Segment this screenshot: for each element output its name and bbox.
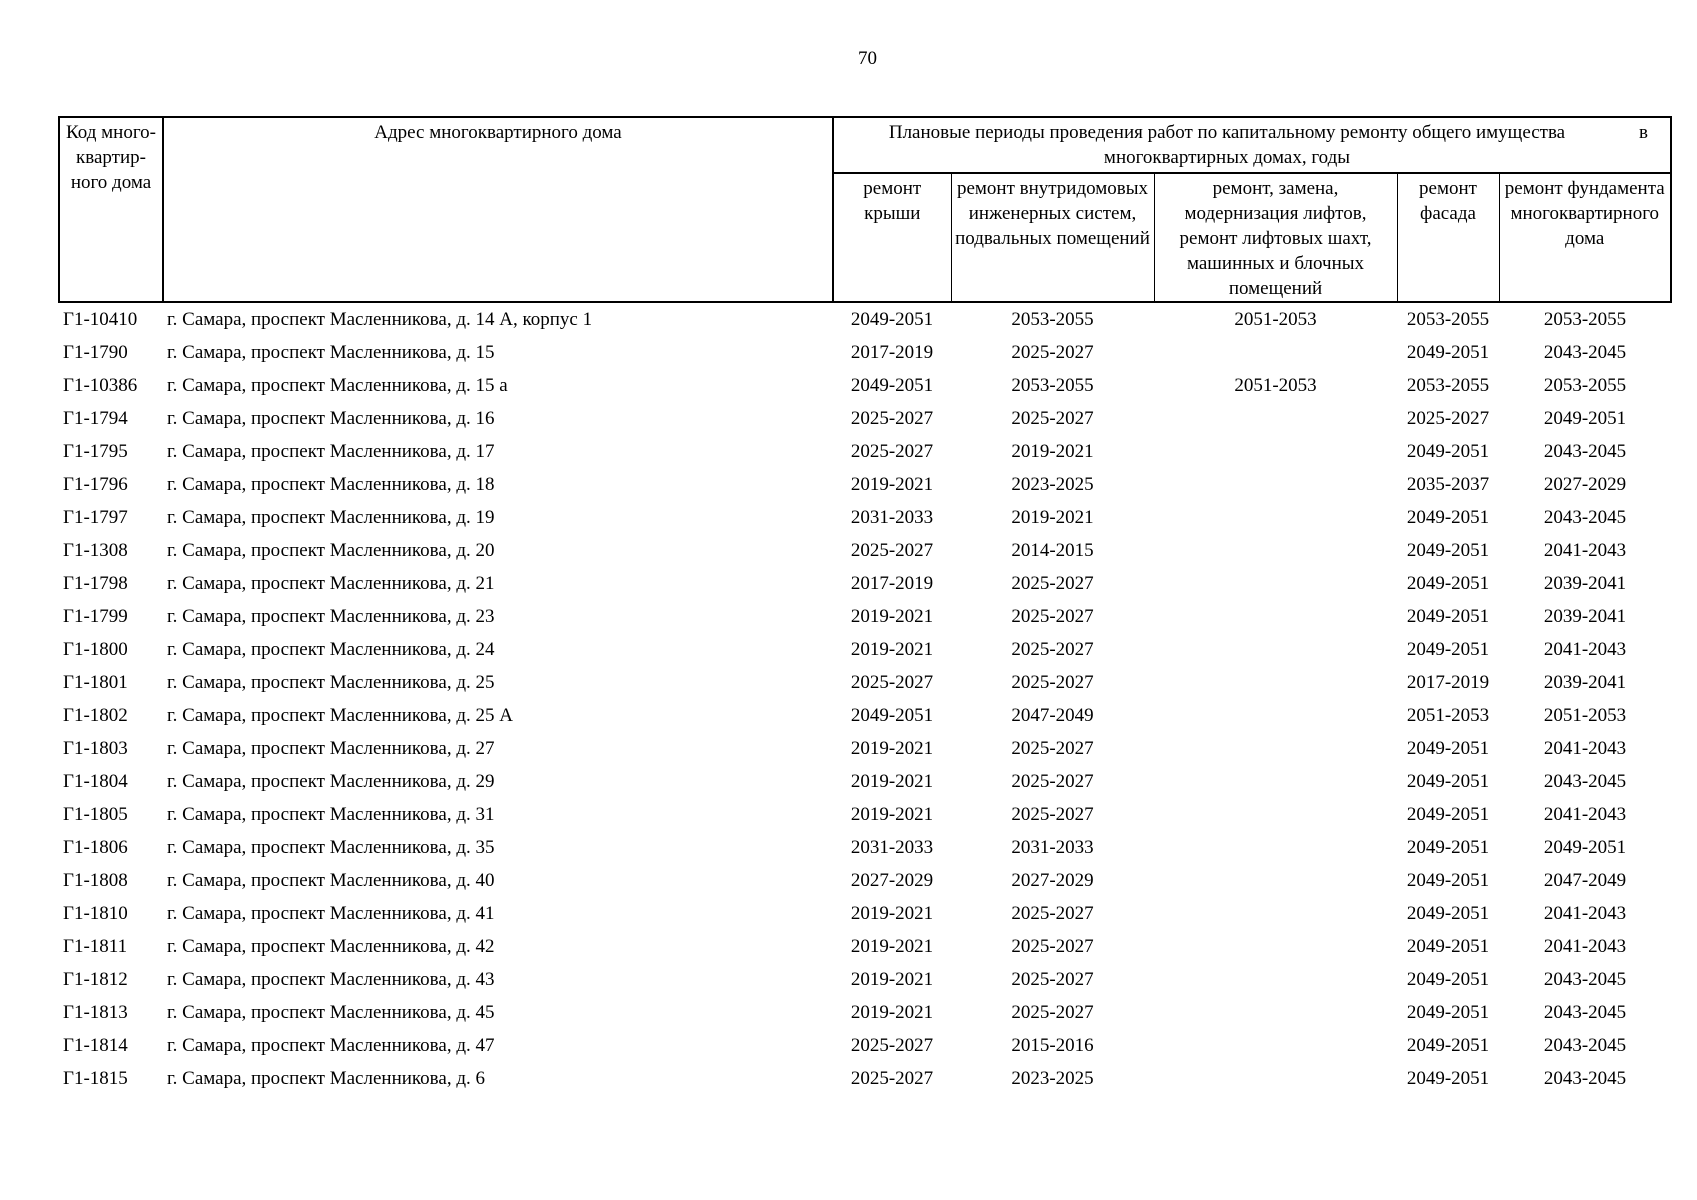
cell-foundation: 2049-2051 [1543,408,1627,429]
cell-roof: 2019-2021 [850,606,934,627]
cell-foundation: 2043-2045 [1543,1002,1627,1023]
cell-roof: 2049-2051 [850,309,934,330]
table-row [59,666,1671,699]
table-row [59,732,1671,765]
cell-address: г. Самара, проспект Масленникова, д. 45 [167,1002,495,1023]
cell-code: Г1-1798 [63,573,128,594]
cell-code: Г1-1812 [63,969,128,990]
cell-lift [1154,831,1397,864]
cell-lift [1154,930,1397,963]
cell-engineering: 2047-2049 [1011,705,1094,726]
cell-address: г. Самара, проспект Масленникова, д. 17 [167,441,495,462]
cell-address: г. Самара, проспект Масленникова, д. 6 [167,1068,485,1089]
cell-address: г. Самара, проспект Масленникова, д. 14 А, корпус 1 [167,309,593,330]
cell-code: Г1-1815 [63,1068,128,1089]
cell-address: г. Самара, проспект Масленникова, д. 16 [167,408,495,429]
cell-engineering: 2023-2025 [1011,474,1094,495]
header-engineering: ремонт внутридомовых инженерных систем, подвальных помещений [951,173,1154,302]
cell-facade: 2049-2051 [1406,606,1490,627]
cell-code: Г1-1802 [63,705,128,726]
table-row [59,864,1671,897]
cell-lift [1154,798,1397,831]
cell-lift [1154,864,1397,897]
cell-lift [1154,468,1397,501]
header-facade: ремонт фасада [1397,173,1499,302]
cell-foundation: 2027-2029 [1543,474,1627,495]
cell-lift [1154,699,1397,732]
cell-address: г. Самара, проспект Масленникова, д. 27 [167,738,495,759]
cell-foundation: 2039-2041 [1543,606,1627,627]
cell-code: Г1-1804 [63,771,128,792]
cell-facade: 2053-2055 [1406,309,1490,330]
cell-roof: 2019-2021 [850,639,934,660]
table-row [59,402,1671,435]
cell-roof: 2019-2021 [850,804,934,825]
cell-foundation: 2049-2051 [1543,837,1627,858]
cell-engineering: 2025-2027 [1011,672,1094,693]
cell-facade: 2049-2051 [1406,639,1490,660]
cell-roof: 2017-2019 [850,342,934,363]
cell-code: Г1-1814 [63,1035,128,1056]
cell-code: Г1-1308 [63,540,128,561]
cell-engineering: 2025-2027 [1011,639,1094,660]
table-row [59,699,1671,732]
cell-code: Г1-1805 [63,804,128,825]
cell-address: г. Самара, проспект Масленникова, д. 29 [167,771,495,792]
cell-lift [1154,1029,1397,1062]
cell-foundation: 2039-2041 [1543,573,1627,594]
cell-address: г. Самара, проспект Масленникова, д. 15 [167,342,495,363]
cell-roof: 2019-2021 [850,969,934,990]
cell-engineering: 2014-2015 [1011,540,1094,561]
table-row [59,534,1671,567]
cell-foundation: 2041-2043 [1543,738,1627,759]
cell-lift [1154,963,1397,996]
repair-schedule-table [58,116,1672,1095]
cell-engineering: 2025-2027 [1011,771,1094,792]
table-row [59,633,1671,666]
cell-engineering: 2025-2027 [1011,408,1094,429]
cell-engineering: 2015-2016 [1011,1035,1094,1056]
cell-code: Г1-1801 [63,672,128,693]
cell-code: Г1-1796 [63,474,128,495]
table-row [59,831,1671,864]
cell-facade: 2049-2051 [1406,936,1490,957]
cell-engineering: 2053-2055 [1011,375,1094,396]
cell-facade: 2049-2051 [1406,507,1490,528]
cell-foundation: 2043-2045 [1543,507,1627,528]
cell-lift [1154,600,1397,633]
table-row [59,765,1671,798]
table-body [59,302,1671,1095]
cell-code: Г1-1808 [63,870,128,891]
cell-code: Г1-1795 [63,441,128,462]
cell-address: г. Самара, проспект Масленникова, д. 23 [167,606,495,627]
cell-lift [1154,1062,1397,1095]
cell-roof: 2025-2027 [850,1068,934,1089]
table-row [59,930,1671,963]
cell-engineering: 2025-2027 [1011,342,1094,363]
cell-code: Г1-1806 [63,837,128,858]
cell-address: г. Самара, проспект Масленникова, д. 40 [167,870,495,891]
cell-code: Г1-1797 [63,507,128,528]
cell-roof: 2025-2027 [850,540,934,561]
cell-address: г. Самара, проспект Масленникова, д. 25 А [167,705,513,726]
cell-facade: 2049-2051 [1406,573,1490,594]
cell-facade: 2049-2051 [1406,837,1490,858]
cell-facade: 2049-2051 [1406,969,1490,990]
cell-engineering: 2025-2027 [1011,936,1094,957]
cell-lift [1154,996,1397,1029]
table-row [59,369,1671,402]
cell-facade: 2049-2051 [1406,342,1490,363]
table-row [59,1029,1671,1062]
cell-foundation: 2043-2045 [1543,1068,1627,1089]
cell-facade: 2035-2037 [1406,474,1490,495]
cell-engineering: 2025-2027 [1011,804,1094,825]
cell-facade: 2051-2053 [1406,705,1490,726]
table-row [59,600,1671,633]
cell-facade: 2049-2051 [1406,1068,1490,1089]
cell-facade: 2053-2055 [1406,375,1490,396]
cell-lift [1154,666,1397,699]
cell-roof: 2025-2027 [850,672,934,693]
cell-foundation: 2051-2053 [1543,705,1627,726]
cell-address: г. Самара, проспект Масленникова, д. 42 [167,936,495,957]
cell-roof: 2049-2051 [850,375,934,396]
cell-lift: 2051-2053 [1234,309,1317,330]
header-address: Адрес многоквартирного дома [163,117,833,302]
cell-roof: 2017-2019 [850,573,934,594]
table-row [59,501,1671,534]
cell-roof: 2025-2027 [850,441,934,462]
cell-roof: 2031-2033 [850,507,934,528]
table-row [59,468,1671,501]
cell-address: г. Самара, проспект Масленникова, д. 31 [167,804,495,825]
cell-lift [1154,402,1397,435]
cell-roof: 2019-2021 [850,474,934,495]
cell-lift [1154,732,1397,765]
cell-engineering: 2025-2027 [1011,738,1094,759]
cell-engineering: 2025-2027 [1011,573,1094,594]
cell-facade: 2049-2051 [1406,540,1490,561]
cell-foundation: 2053-2055 [1543,375,1627,396]
cell-roof: 2019-2021 [850,936,934,957]
header-periods-text: Плановые периоды проведения работ по капитальному ремонту общего имущества многоквартирных домах, годы [888,122,1566,168]
cell-engineering: 2025-2027 [1011,606,1094,627]
header-lift: ремонт, замена, модернизация лифтов, ремонт лифтовых шахт, машинных и блочных помещений [1154,173,1397,302]
cell-engineering: 2031-2033 [1011,837,1094,858]
cell-code: Г1-1800 [63,639,128,660]
table-row [59,963,1671,996]
cell-address: г. Самара, проспект Масленникова, д. 24 [167,639,495,660]
header-code: Код много-квартир-ного дома [59,117,163,302]
cell-engineering: 2025-2027 [1011,903,1094,924]
cell-code: Г1-10386 [63,375,138,396]
cell-lift: 2051-2053 [1234,375,1317,396]
cell-code: Г1-1813 [63,1002,128,1023]
cell-address: г. Самара, проспект Масленникова, д. 25 [167,672,495,693]
cell-lift [1154,435,1397,468]
cell-foundation: 2041-2043 [1543,639,1627,660]
cell-engineering: 2019-2021 [1011,507,1094,528]
cell-facade: 2049-2051 [1406,1002,1490,1023]
cell-foundation: 2043-2045 [1543,771,1627,792]
cell-address: г. Самара, проспект Масленникова, д. 35 [167,837,495,858]
cell-roof: 2025-2027 [850,408,934,429]
cell-lift [1154,336,1397,369]
cell-address: г. Самара, проспект Масленникова, д. 43 [167,969,495,990]
cell-address: г. Самара, проспект Масленникова, д. 41 [167,903,495,924]
cell-foundation: 2039-2041 [1543,672,1627,693]
cell-lift [1154,501,1397,534]
cell-code: Г1-1811 [63,936,128,957]
cell-address: г. Самара, проспект Масленникова, д. 21 [167,573,495,594]
cell-facade: 2049-2051 [1406,441,1490,462]
header-periods [833,117,1671,173]
cell-engineering: 2025-2027 [1011,1002,1094,1023]
cell-facade: 2049-2051 [1406,903,1490,924]
cell-roof: 2025-2027 [850,1035,934,1056]
cell-roof: 2019-2021 [850,903,934,924]
cell-foundation: 2043-2045 [1543,969,1627,990]
cell-foundation: 2041-2043 [1543,804,1627,825]
cell-facade: 2049-2051 [1406,870,1490,891]
cell-engineering: 2053-2055 [1011,309,1094,330]
cell-facade: 2049-2051 [1406,1035,1490,1056]
table-row [59,996,1671,1029]
table-row [59,1062,1671,1095]
cell-facade: 2049-2051 [1406,804,1490,825]
header-periods-letter: в [1639,122,1648,143]
cell-facade: 2049-2051 [1406,771,1490,792]
cell-foundation: 2041-2043 [1543,540,1627,561]
header-roof: ремонт крыши [833,173,951,302]
cell-code: Г1-1799 [63,606,128,627]
cell-address: г. Самара, проспект Масленникова, д. 20 [167,540,495,561]
cell-code: Г1-1803 [63,738,128,759]
cell-roof: 2031-2033 [850,837,934,858]
cell-roof: 2027-2029 [850,870,934,891]
cell-address: г. Самара, проспект Масленникова, д. 19 [167,507,495,528]
cell-facade: 2049-2051 [1406,738,1490,759]
table-row [59,336,1671,369]
page-number: 70 [858,48,877,69]
cell-facade: 2025-2027 [1406,408,1490,429]
table-row [59,567,1671,600]
cell-code: Г1-10410 [63,309,138,330]
table-row [59,435,1671,468]
cell-code: Г1-1794 [63,408,128,429]
table-row [59,302,1671,336]
cell-foundation: 2043-2045 [1543,1035,1627,1056]
table-row [59,798,1671,831]
cell-engineering: 2025-2027 [1011,969,1094,990]
cell-foundation: 2041-2043 [1543,936,1627,957]
cell-engineering: 2019-2021 [1011,441,1094,462]
cell-foundation: 2041-2043 [1543,903,1627,924]
cell-foundation: 2043-2045 [1543,342,1627,363]
cell-roof: 2019-2021 [850,738,934,759]
cell-address: г. Самара, проспект Масленникова, д. 18 [167,474,495,495]
cell-address: г. Самара, проспект Масленникова, д. 15 а [167,375,508,396]
cell-foundation: 2043-2045 [1543,441,1627,462]
cell-code: Г1-1810 [63,903,128,924]
cell-engineering: 2027-2029 [1011,870,1094,891]
cell-roof: 2049-2051 [850,705,934,726]
cell-lift [1154,765,1397,798]
cell-lift [1154,534,1397,567]
cell-foundation: 2047-2049 [1543,870,1627,891]
cell-lift [1154,567,1397,600]
cell-engineering: 2023-2025 [1011,1068,1094,1089]
cell-lift [1154,897,1397,930]
cell-code: Г1-1790 [63,342,128,363]
cell-lift [1154,633,1397,666]
cell-foundation: 2053-2055 [1543,309,1627,330]
cell-facade: 2017-2019 [1406,672,1490,693]
cell-roof: 2019-2021 [850,1002,934,1023]
header-foundation: ремонт фундамента многоквартирного дома [1499,173,1671,302]
cell-roof: 2019-2021 [850,771,934,792]
cell-address: г. Самара, проспект Масленникова, д. 47 [167,1035,495,1056]
table-row [59,897,1671,930]
